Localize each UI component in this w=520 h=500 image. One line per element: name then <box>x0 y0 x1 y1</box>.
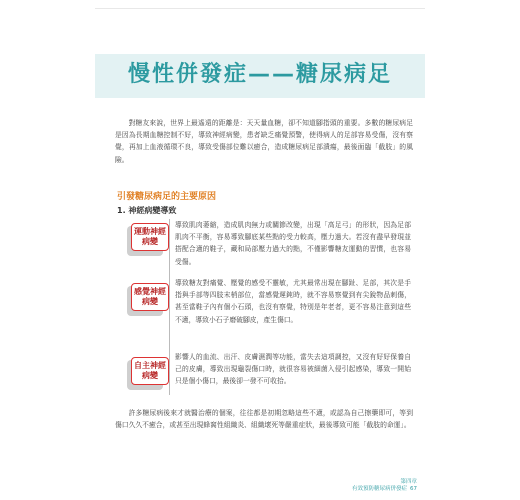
book-page <box>95 8 425 493</box>
cause-motor-neuropathy <box>115 219 413 281</box>
cause-text: 導致肌肉萎縮，造成肌肉無力或關節改變，出現「高足弓」的形狀，因為足部肌肉不平衡，容易導致腳底某些點的受力較高，壓力過大。若沒有盡早發現並搭配合適的鞋子，藏和局部壓力過大的點，不僅影響糖友運動的習慣，也容易受傷。 <box>175 221 411 266</box>
cause-divider <box>169 277 170 352</box>
cause-divider <box>169 219 170 281</box>
footer-chapter: 第四章 <box>400 479 417 485</box>
intro-paragraph: 對糖友來說，世界上最遙遠的距離是：天天量血糖，卻不知道腳指頭的重要。多數的糖尿病足是因為長期血糖控制不好，導致神經病變，患者缺乏痛覺預警，使得病人的足部容易受傷，沒有察覺，再加上血液循環不良，導致受傷部位難以癒合，造成糖尿病足部潰瘍，最後面臨「截肢」的風險。 <box>115 119 413 164</box>
footer-caption: 有效預防糖尿病併發症 <box>351 486 407 492</box>
page-number: 67 <box>410 486 417 492</box>
cause-autonomic-neuropathy <box>115 351 413 395</box>
cause-badge: 自主神經病變 <box>131 357 169 385</box>
subheading: 1. 神經病變導致 <box>117 206 177 215</box>
cause-badge: 感覺神經病變 <box>131 283 169 311</box>
footer-caption-line <box>352 486 417 493</box>
cause-text: 導致糖友對痛覺、壓覺的感受不靈敏，尤其最常出現在腳趾、足部，其次是手指與手部等四肢末梢部位，當感覺遲鈍時，就不容易察覺到有尖銳物品刺傷，甚至當鞋子內有個小石頭，也沒有察覺，特別是年老者，更不容易注意到這些不適，導致小石子磨破腳皮，產生傷口。 <box>175 279 411 324</box>
page-title: 慢性併發症——糖尿病足 <box>127 62 392 87</box>
page-footer <box>352 479 417 493</box>
closing-paragraph: 許多糖尿病後來才就醫治療的個案，往往都是初期忽略這些不適，或認為自己擦藥即可，等到傷口久久不癒合，或甚至出現蜂窩性組織炎、組織壞死等嚴重症狀，最後導致可能「截肢的命運」。 <box>115 409 413 430</box>
cause-text: 影響人的血流、出汗、皮膚濕潤等功能，當失去這項調控，又沒有好好保養自己的皮膚，導致出現龜裂傷口時，就很容易被細菌入侵引起感染，導致一開始只是個小傷口，最後卻一發不可收拾。 <box>175 353 411 386</box>
cause-divider <box>169 351 170 395</box>
cause-badge: 運動神經病變 <box>131 223 169 251</box>
section-heading: 引發糖尿病足的主要原因 <box>117 192 217 202</box>
cause-sensory-neuropathy <box>115 277 413 352</box>
